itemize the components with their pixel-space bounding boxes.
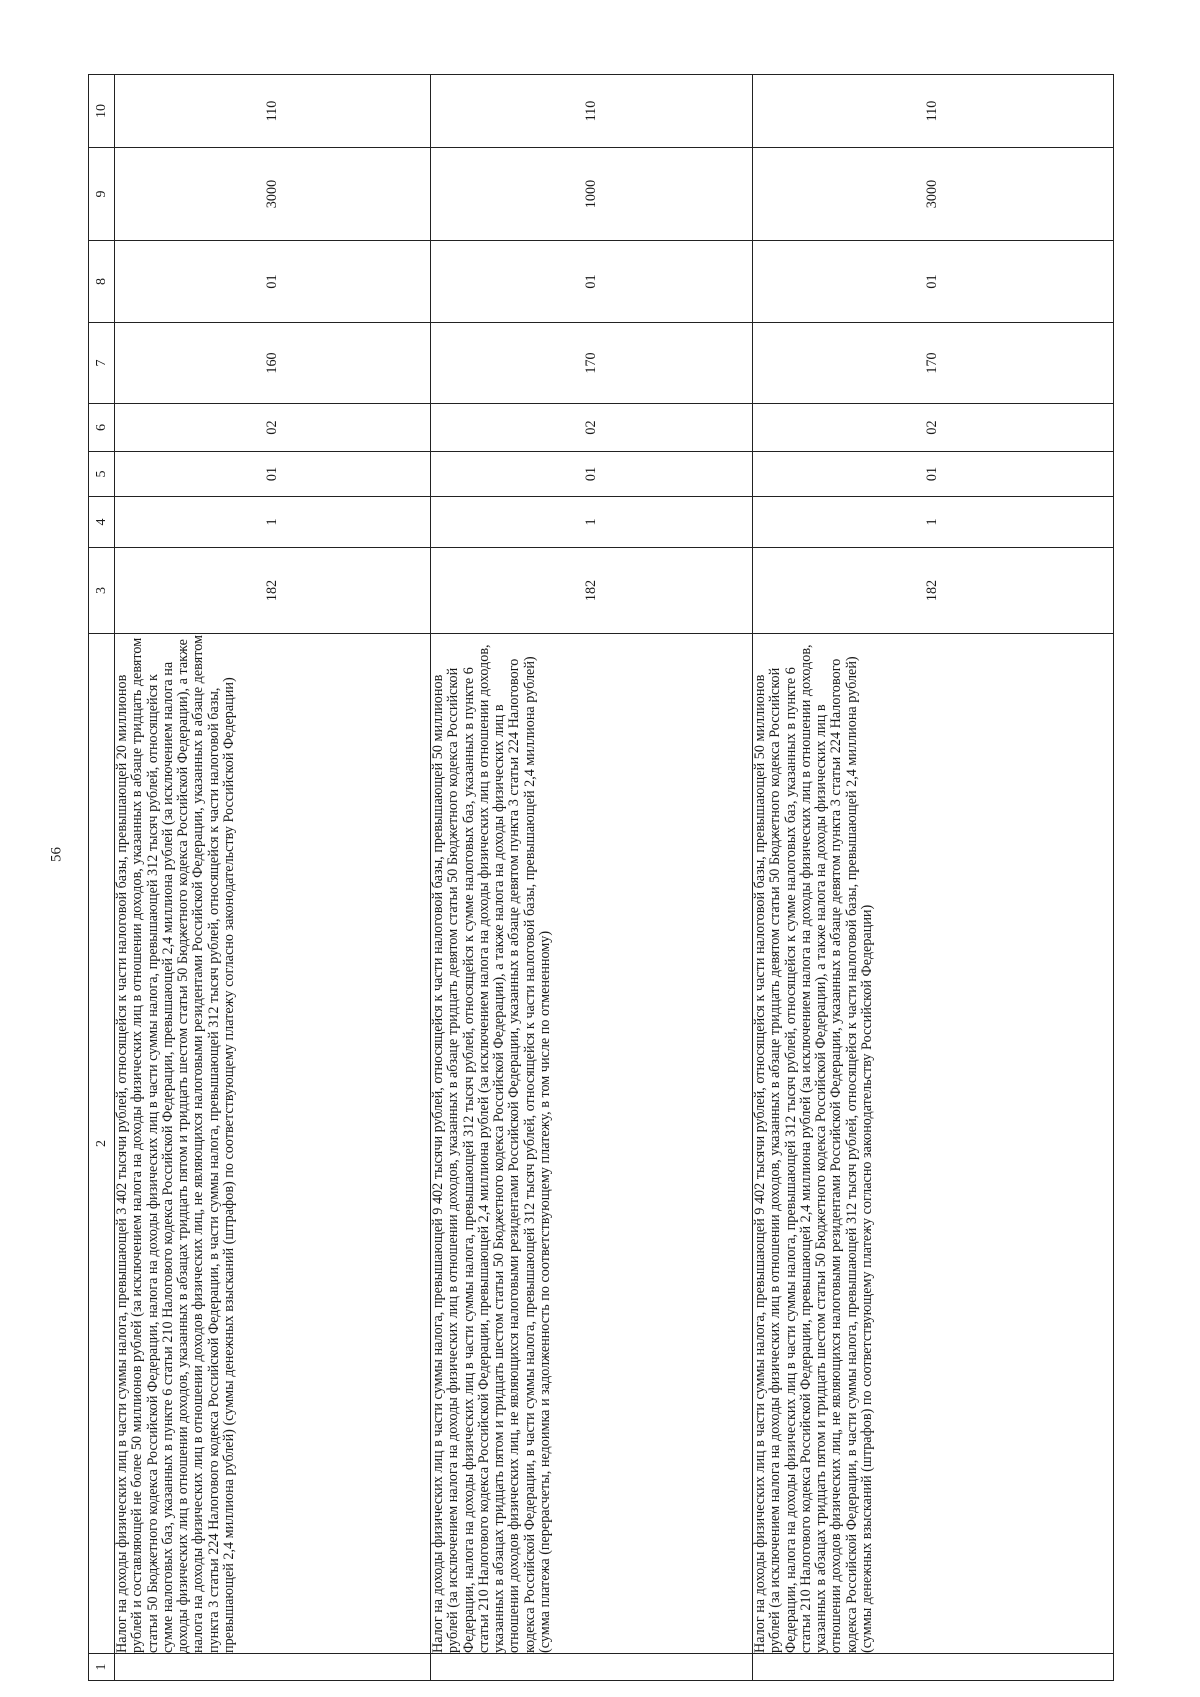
code-cell-9: 3000 [753, 148, 1114, 241]
header-cell-4: 4 [89, 497, 115, 548]
code-cell-3: 182 [431, 548, 753, 634]
code-cell-4: 1 [115, 497, 431, 548]
code-cell-4: 1 [753, 497, 1114, 548]
code-cell-3: 182 [115, 548, 431, 634]
code-cell-5: 01 [431, 452, 753, 497]
row-number-cell [753, 1654, 1114, 1681]
header-cell-9: 9 [89, 148, 115, 241]
code-cell-7: 170 [431, 323, 753, 404]
header-cell-1: 1 [89, 1654, 115, 1681]
description-cell: Налог на доходы физических лиц в части суммы налога, превышающей 9 402 тысячи рублей, относящейся к части налоговой базы, превышающей 50 миллионов рублей (за исключением налога на доходы физических лиц в отношении доходов, указанных в абзаце тридцать девятом статьи 50 Бюджетного кодекса Российской Федерации, налога на доходы физических лиц в части суммы налога, превышающей 312 тысяч рублей, относящейся к сумме налоговых баз, указанных в пункте 6 статьи 210 Налогового кодекса Российской Федерации, превышающей 2,4 миллиона рублей (за исключением налога на доходы физических лиц в отношении доходов, указанных в абзацах тридцать пятом и тридцать шестом статьи 50 Бюджетного кодекса Российской Федерации), а также налога на доходы физических лиц в отношении доходов физических лиц, не являющихся налоговыми резидентами Российской Федерации, указанных в абзаце девятом пункта 3 статьи 224 Налогового кодекса Российской Федерации, в части суммы налога, превышающей 312 тысяч рублей, относящейся к части налоговой базы, превышающей 2,4 миллиона рублей) (сумма платежа (перерасчеты, недоимка и задолженность по соответствующему платежу, в том числе по отмененному) [431, 634, 753, 1654]
header-cell-10: 10 [89, 75, 115, 148]
description-cell: Налог на доходы физических лиц в части суммы налога, превышающей 3 402 тысячи рублей, относящейся к части налоговой базы, превышающей 20 миллионов рублей и составляющей не более 50 миллионов рублей (за исключением налога на доходы физических лиц в отношении доходов, указанных в абзаце тридцать девятом статьи 50 Бюджетного кодекса Российской Федерации, налога на доходы физических лиц в части суммы налога, превышающей 312 тысяч рублей, относящейся к сумме налоговых баз, указанных в пункте 6 статьи 210 Налогового кодекса Российской Федерации, превышающей 2,4 миллиона рублей (за исключением налога на доходы физических лиц в отношении доходов, указанных в абзацах тридцать пятом и тридцать шестом статьи 50 Бюджетного кодекса Российской Федерации), а также налога на доходы физических лиц в отношении доходов физических лиц, не являющихся налоговыми резидентами Российской Федерации, указанных в абзаце девятом пункта 3 статьи 224 Налогового кодекса Российской Федерации, в части суммы налога, превышающей 312 тысяч рублей, относящейся к части налоговой базы, превышающей 2,4 миллиона рублей) (суммы денежных взысканий (штрафов) по соответствующему платежу согласно законодательству Российской Федерации) [115, 634, 431, 1654]
row-number-cell [115, 1654, 431, 1681]
code-cell-10: 110 [431, 75, 753, 148]
code-cell-6: 02 [753, 404, 1114, 452]
code-cell-7: 170 [753, 323, 1114, 404]
code-cell-5: 01 [753, 452, 1114, 497]
header-cell-7: 7 [89, 323, 115, 404]
budget-classification-table [88, 74, 1114, 1681]
header-row [89, 75, 115, 1681]
rotated-table-container [88, 75, 1113, 1681]
code-cell-6: 02 [431, 404, 753, 452]
code-cell-6: 02 [115, 404, 431, 452]
code-cell-10: 110 [753, 75, 1114, 148]
code-cell-9: 3000 [115, 148, 431, 241]
description-cell: Налог на доходы физических лиц в части суммы налога, превышающей 9 402 тысячи рублей, относящейся к части налоговой базы, превышающей 50 миллионов рублей (за исключением налога на доходы физических лиц в отношении доходов, указанных в абзаце тридцать девятом статьи 50 Бюджетного кодекса Российской Федерации, налога на доходы физических лиц в части суммы налога, превышающей 312 тысяч рублей, относящейся к сумме налоговых баз, указанных в пункте 6 статьи 210 Налогового кодекса Российской Федерации, превышающей 2,4 миллиона рублей (за исключением налога на доходы физических лиц в отношении доходов, указанных в абзацах тридцать пятом и тридцать шестом статьи 50 Бюджетного кодекса Российской Федерации), а также налога на доходы физических лиц в отношении доходов физических лиц, не являющихся налоговыми резидентами Российской Федерации, указанных в абзаце девятом пункта 3 статьи 224 Налогового кодекса Российской Федерации, в части суммы налога, превышающей 312 тысяч рублей, относящейся к части налоговой базы, превышающей 2,4 миллиона рублей) (суммы денежных взысканий (штрафов) по соответствующему платежу согласно законодательству Российской Федерации) [753, 634, 1114, 1654]
row-number-cell [431, 1654, 753, 1681]
header-cell-3: 3 [89, 548, 115, 634]
header-cell-6: 6 [89, 404, 115, 452]
code-cell-4: 1 [431, 497, 753, 548]
code-cell-8: 01 [753, 241, 1114, 323]
table-row [753, 75, 1114, 1681]
code-cell-8: 01 [115, 241, 431, 323]
code-cell-10: 110 [115, 75, 431, 148]
code-cell-7: 160 [115, 323, 431, 404]
code-cell-9: 1000 [431, 148, 753, 241]
page-number: 56 [48, 847, 65, 862]
table-row [115, 75, 431, 1681]
header-cell-8: 8 [89, 241, 115, 323]
code-cell-3: 182 [753, 548, 1114, 634]
header-cell-5: 5 [89, 452, 115, 497]
code-cell-5: 01 [115, 452, 431, 497]
table-row [431, 75, 753, 1681]
code-cell-8: 01 [431, 241, 753, 323]
header-cell-2: 2 [89, 634, 115, 1654]
